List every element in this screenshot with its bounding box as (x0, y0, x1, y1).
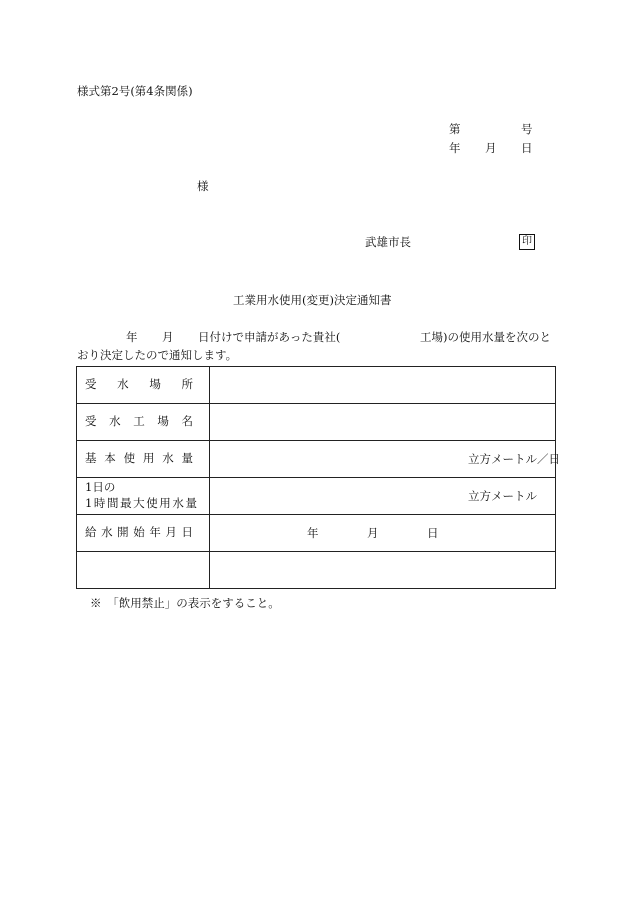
issuer-name: 武雄市長 (365, 235, 411, 249)
label-char: 受 (85, 377, 97, 392)
label-char: 使 (123, 451, 136, 466)
label-char: 日 (181, 525, 193, 540)
footnote: ※ 「飲用禁止」の表示をすること。 (90, 596, 280, 610)
label-char: 工 (133, 414, 145, 429)
body-text-part2: 工場)の使用水量を次のと (420, 330, 551, 344)
value-factory-name[interactable] (210, 404, 556, 441)
table-row (77, 367, 556, 404)
body-year: 年 (126, 330, 138, 344)
label-char: 量 (181, 451, 193, 466)
addressee-suffix: 様 (197, 179, 209, 193)
table-row (77, 552, 556, 589)
value-water-receiving-location[interactable] (210, 367, 556, 404)
row-label-supply-start-date (77, 515, 210, 552)
row-label-basic-water-usage (77, 441, 210, 478)
row-label-water-receiving-location (77, 367, 210, 404)
table-row (77, 441, 556, 478)
label-char: 年 (149, 525, 161, 540)
body-text-part1: 日付けで申請があった貴社( (198, 330, 341, 344)
document-number-suffix: 号 (521, 122, 533, 136)
label-char: 場 (157, 414, 169, 429)
row-label-max-hourly-usage (77, 478, 210, 515)
row-label-factory-name (77, 404, 210, 441)
label-char: 量 (185, 496, 197, 510)
table-row (77, 515, 556, 552)
table-row (77, 404, 556, 441)
label-char: 時 (93, 496, 106, 510)
label-char: 最 (120, 496, 132, 510)
issue-date-month: 月 (485, 141, 497, 155)
seal-mark: 印 (519, 234, 535, 250)
label-line2 (85, 496, 197, 512)
label-char: 本 (104, 451, 116, 466)
table-row (77, 478, 556, 515)
value-basic-water-usage[interactable] (210, 441, 560, 478)
label-char: 基 (85, 451, 97, 466)
value-supply-start-date[interactable] (210, 515, 556, 552)
decision-table (76, 366, 560, 589)
body-text-line2: おり決定したので通知します。 (77, 348, 238, 362)
unit-cubic-meters: 立方メートル (468, 489, 537, 503)
start-date-month: 月 (367, 526, 379, 540)
row-label-empty (77, 552, 210, 589)
label-char: 所 (181, 377, 193, 392)
document-title: 工業用水使用(変更)決定通知書 (233, 293, 392, 307)
label-char: 大 (133, 496, 145, 510)
label-char: 使 (146, 496, 158, 510)
label-char: 用 (159, 496, 171, 510)
unit-cubic-meters-per-day: 立方メートル／日 (468, 452, 560, 466)
label-char: 水 (172, 496, 184, 510)
label-char: 場 (149, 377, 161, 392)
value-empty[interactable] (210, 552, 556, 589)
label-char: 水 (162, 451, 174, 466)
label-char: 水 (101, 525, 113, 540)
label-char: 受 (85, 414, 97, 429)
label-char: 水 (117, 377, 129, 392)
label-char: 月 (165, 525, 177, 540)
label-char: 用 (142, 451, 155, 466)
label-char: 間 (106, 496, 119, 510)
label-line1: 1日の (85, 480, 116, 495)
label-char: 始 (133, 525, 145, 540)
issue-date-year: 年 (449, 141, 461, 155)
form-number: 様式第2号(第4条関係) (77, 84, 193, 98)
issue-date-day: 日 (521, 141, 533, 155)
body-month: 月 (162, 330, 174, 344)
label-char: 名 (181, 414, 193, 429)
start-date-day: 日 (427, 526, 439, 540)
label-char: 水 (109, 414, 121, 429)
label-char: 給 (85, 525, 97, 540)
start-date-year: 年 (307, 526, 319, 540)
label-char: 1 (85, 496, 93, 510)
label-char: 開 (117, 525, 129, 540)
value-max-hourly-usage[interactable] (210, 478, 556, 515)
document-number-label: 第 (449, 122, 461, 136)
